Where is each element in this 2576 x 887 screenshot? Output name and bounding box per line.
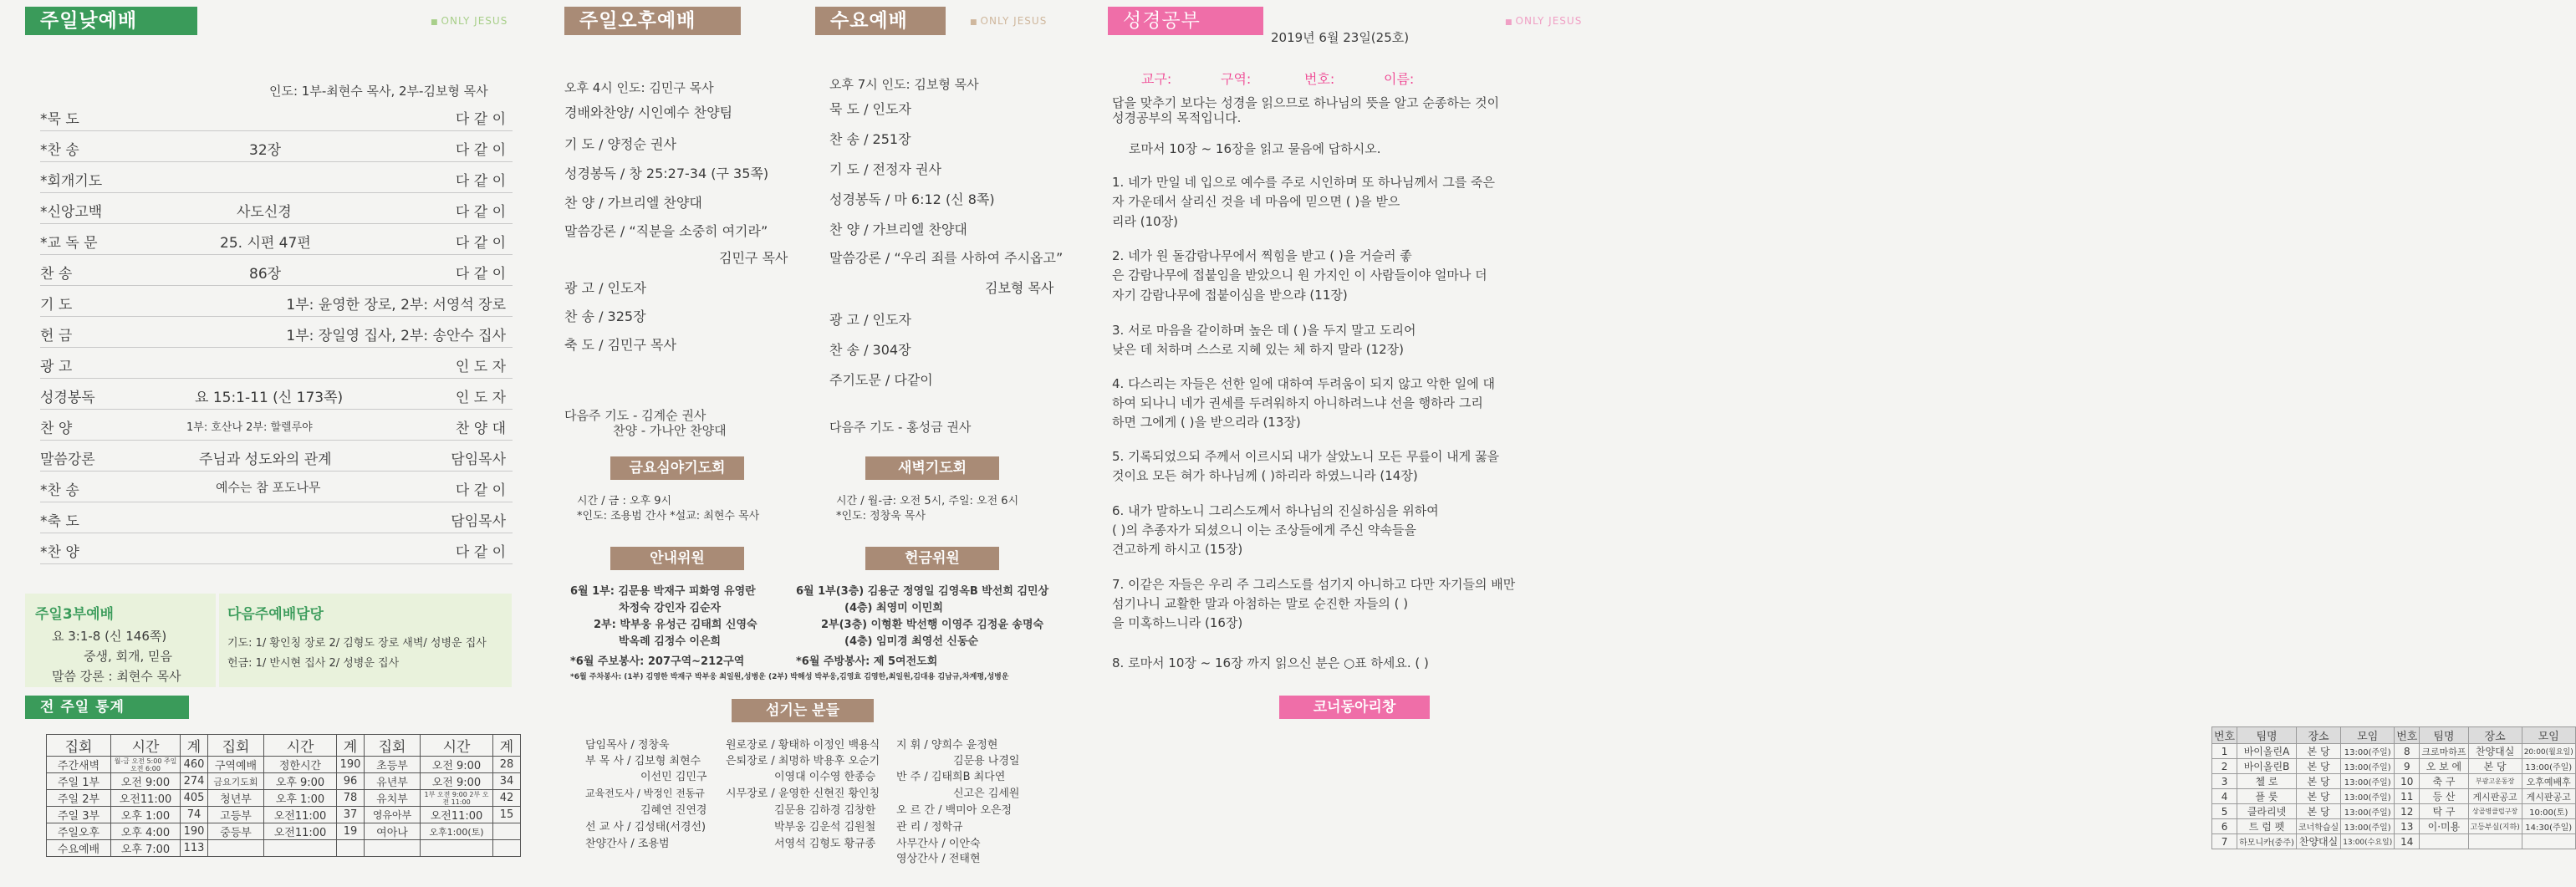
order-row: *찬 송 예수는 참 포도나무 다 같 이 bbox=[40, 472, 513, 502]
stats-row: 주일오후 오후 4:00 190 중등부 오전11:00 19 여아나 오후1:00(토) bbox=[47, 823, 521, 840]
club-row: 2 바이올린B 본 당 13:00(주일) 9 오 보 에 본 당 13:00(주일) bbox=[2212, 759, 2576, 774]
order-row: *축 도 담임목사 bbox=[40, 502, 513, 533]
stats-row: 주일 2부 오전11:00 405 청년부 오후 1:00 78 유치부 1부 오전 9:00 2부 오전 11:00 42 bbox=[47, 790, 521, 807]
club-row: 1 바이올린A 본 당 13:00(주일) 8 크로마하프 찬양대실 20:00(월요일) bbox=[2212, 744, 2576, 759]
bulletin-date: 2019년 6월 23일(25호) bbox=[1271, 30, 1410, 45]
offering-committee-title: 헌금위원 bbox=[865, 547, 999, 570]
third-service-text: 말씀 강론 : 최현수 목사 bbox=[52, 669, 181, 684]
field-number-label: 번호: bbox=[1304, 71, 1335, 87]
order-row: 말씀강론 주님과 성도와의 관계 담임목사 bbox=[40, 441, 513, 472]
offering-committee-text: (4층) 최영미 이민희 bbox=[844, 602, 943, 614]
sunday-leader: 인도: 1부-최현수 목사, 2부-김보형 목사 bbox=[269, 84, 488, 99]
study-intro: 답을 맞추기 보다는 성경을 읽으므로 하나님의 뜻을 알고 순종하는 것이 bbox=[1112, 95, 1500, 110]
field-name-label: 이름: bbox=[1384, 71, 1415, 87]
offering-committee-text: *6월 주방봉사: 제 5여전도회 bbox=[796, 655, 938, 668]
order-row: *묵 도 다 같 이 bbox=[40, 100, 513, 131]
order-row: 찬 양 1부: 호산나 2부: 할렐루야 찬 양 대 bbox=[40, 410, 513, 441]
usher-text: 6월 1부: 김문용 박재구 피화영 유영란 bbox=[570, 585, 756, 598]
order-row: *찬 송 32장 다 같 이 bbox=[40, 131, 513, 162]
stats-row: 수요예배 오후 7:00 113 bbox=[47, 840, 521, 857]
next-week-text: 기도: 1/ 황인칭 장로 2/ 김형도 장로 새벽/ 성병운 집사 bbox=[227, 637, 487, 650]
order-row: 헌 금 1부: 장일영 집사, 2부: 송안수 집사 bbox=[40, 317, 513, 348]
usher-text: 2부: 박부웅 유성근 김태희 신영숙 bbox=[594, 619, 757, 631]
stats-row: 주일 1부 오전 9:00 274 금요기도회 오후 9:00 96 유년부 오전 9:00 34 bbox=[47, 773, 521, 790]
third-service-text: 중생, 회개, 믿음 bbox=[84, 649, 173, 664]
club-row: 5 클라리넷 본 당 13:00(주일) 12 탁 구 상골병클럽구장 10:00(토) bbox=[2212, 804, 2576, 819]
order-row: 찬 송 86장 다 같 이 bbox=[40, 255, 513, 286]
stats-row: 주간새벽 월-금 오전 5:00 주일 오전 6:00 460 구역예배 정한시간 190 초등부 오전 9:00 28 bbox=[47, 757, 521, 773]
field-district-label: 구역: bbox=[1221, 71, 1252, 87]
bible-study-column: 성경공부 2019년 6월 23일(25호) ■ ONLY JESUS 교구: 구역: 번호: 이름: 답을 맞추기 보다는 성경을 읽으므로 하나님의 뜻을 알고 순종하는 것이 성경공부의 목적입니다. 로마서 10장 ~ 16장을 읽고 물음에 답하시오. 1. 네가 만일 네 입으로 예수를 주로 시인하며 또 하나님께서 그를 죽은 자 가운데서 살리신 것을 네 마음에 믿으면 ( )을 받으 리라 (10장) 2. 네가 원 돌감람나무에서 찍힘을 받고 ( )을 거슬러 좋 은 감람나무에 접붙임을 받았으니 원 가지인 이 사람들이야 얼마나 더 자기 감람나무에 접붙이심을 받으랴 (11장) 3. 서로 마음을 같이하며 높은 데 ( )을 두지 말고 도리어 낮은 데 처하며 스스로 지혜 있는 체 하지 말라 (12장) 4. 다스리는 자들은 선한 일에 대하여 두려움이 되지 않고 악한 일에 대 하여 되나니 네가 권세를 두려워하지 아니하려느냐 선을 행하라 그리 하면 그에게 ( )을 받으리라 (13장) 5. 기록되었으되 주께서 이르시되 내가 살았노니 모든 무릎이 내게 꿇을 것이요 모든 혀가 하나님께 ( )하리라 하였느니라 (14장) 6. 내가 말하노니 그리스도께서 하나님의 진실하심을 위하여 ( )의 추종자가 되셨으니 이는 조상들에게 주신 약속들을 견고하게 하시고 (15장) 7. 이같은 자들은 우리 주 그리스도를 섬기지 아니하고 다만 자기들의 배만 섬기나니 교활한 말과 아첨하는 말로 순진한 자들의 ( ) 을 미혹하느니라 (16장) 8. 로마서 10장 ~ 16장 까지 읽으신 분은 ○표 하세요. ( ) 코너동아리창 번호 팀명 장소 모임 번호 팀명 장소 모임 1 바이올린A 본 당 13:00(주일) 8 크로마하프 찬양대실 20:00(월요일) 2 바이올린B 본 당 13:00(주일) 9 오 보 에 본 당 13:00(주일) 3 첼 로 본 당 13:00(주일) 10 축 구 부광고운동장 오후예배후 4 플 룻 본 당 13:00(주일) 11 등 산 게시판공고 게시판공고 5 클라리넷 본 당 13:00(주일) 12 탁 구 상골병클럽구장 10:00(토) 6 트 럼 펫 코너학습실 13:00(주일) 13 이·미용 고등부실(지하) 14:30(주일) 7 하모니카(중주) 찬양대실 13:00(수요일) 14 bbox=[1095, 0, 1605, 887]
order-row: *회개기도 다 같 이 bbox=[40, 162, 513, 193]
afternoon-next-week: 다음주 기도 - 김계순 권사 bbox=[564, 408, 706, 423]
friday-prayer-title: 금요심야기도회 bbox=[610, 456, 744, 480]
dawn-prayer-title: 새벽기도회 bbox=[865, 456, 999, 480]
field-parish-label: 교구: bbox=[1141, 71, 1172, 87]
club-row: 6 트 럼 펫 코너학습실 13:00(주일) 13 이·미용 고등부실(지하) 14:30(주일) bbox=[2212, 819, 2576, 834]
order-row: *교 독 문 25. 시편 47편 다 같 이 bbox=[40, 224, 513, 255]
offering-committee-text: (4층) 임미경 최영선 신동순 bbox=[844, 635, 979, 648]
stats-title: 전 주일 통계 bbox=[25, 696, 189, 719]
offering-committee-text: 2부(3층) 이형환 박선행 이영주 김정윤 송명숙 bbox=[821, 619, 1044, 631]
offering-committee-text: 6월 1부(3층) 김용군 정영일 김영옥B 박선희 김민상 bbox=[796, 585, 1049, 598]
club-row: 7 하모니카(중주) 찬양대실 13:00(수요일) 14 bbox=[2212, 834, 2576, 849]
next-week-text: 헌금: 1/ 반시현 집사 2/ 성병운 집사 bbox=[227, 657, 400, 670]
only-jesus-tag: ■ ONLY JESUS bbox=[431, 15, 508, 27]
dawn-prayer-text: *인도: 정창욱 목사 bbox=[836, 510, 926, 523]
club-table bbox=[2211, 726, 2576, 849]
afternoon-service-title: 주일오후예배 bbox=[564, 7, 741, 35]
wednesday-next-week: 다음주 기도 - 홍성금 권사 bbox=[829, 420, 972, 435]
study-instruction: 로마서 10장 ~ 16장을 읽고 물음에 답하시오. bbox=[1129, 141, 1381, 156]
usher-title: 안내위원 bbox=[610, 547, 744, 570]
next-week-title: 다음주예배담당 bbox=[227, 606, 324, 623]
club-row: 4 플 룻 본 당 13:00(주일) 11 등 산 게시판공고 게시판공고 bbox=[2212, 789, 2576, 804]
bible-study-title: 성경공부 bbox=[1108, 7, 1263, 35]
study-intro: 성경공부의 목적입니다. bbox=[1112, 110, 1242, 125]
third-service-box bbox=[25, 594, 216, 687]
usher-text: 박옥례 김정수 이은희 bbox=[619, 635, 722, 648]
wednesday-service-title: 수요예배 bbox=[815, 7, 946, 35]
dawn-prayer-text: 시간 / 월-금: 오전 5시, 주일: 오전 6시 bbox=[836, 495, 1019, 507]
sunday-service-column bbox=[0, 0, 560, 887]
order-row: *신앙고백 사도신경 다 같 이 bbox=[40, 193, 513, 224]
afternoon-wednesday-column: 주일오후예배 수요예배 ■ ONLY JESUS 오후 4시 인도: 김민구 목사 경배와찬양/ 시인예수 찬양팀 기 도 / 양정순 권사 성경봉독 / 창 25:27-34 (구 35쪽) 찬 양 / 가브리엘 찬양대 말씀강론 / “직분을 소중히 여기라” 김민구 목사 광 고 / 인도자 찬 송 / 325장 축 도 / 김민구 목사 다음주 기도 - 김계순 권사 찬양 - 가나안 찬양대 오후 7시 인도: 김보형 목사 묵 도 / 인도자 찬 송 / 251장 기 도 / 전정자 권사 성경봉독 / 마 6:12 (신 8쪽) 찬 양 / 가브리엘 찬양대 말씀강론 / “우리 죄를 사하여 주시옵고” 김보형 목사 광 고 / 인도자 찬 송 / 304장 주기도문 / 다같이 다음주 기도 - 홍성금 권사 금요심야기도회 시간 / 금 : 오후 9시 *인도: 조용범 간사 *설교: 최현수 목사 새벽기도회 시간 / 월-금: 오전 5시, 주일: 오전 6시 *인도: 정창욱 목사 안내위원 6월 1부: 김문용 박재구 피화영 유영란 차정숙 강인자 김순자 2부: 박부웅 유성근 김태희 신영숙 박옥례 김정수 이은희 *6월 주보봉사: 207구역~212구역 헌금위원 6월 1부(3층) 김용군 정영일 김영옥B 박선희 김민상 (4층) 최영미 이민희 2부(3층) 이형환 박선행 이영주 김정윤 송명숙 (4층) 임미경 최영선 신동순 *6월 주방봉사: 제 5여전도회 *6월 주차봉사: (1부) 김영한 박재구 박부웅 최일원,성병운 (2부) 박해성 박부웅,김영효 김영한,최일원,김대용 김남규,차계평,성병운 섬기는 분들 담임목사 / 정창욱 부 목 사 / 김보형 최현수 이선민 김민구 교육전도사 / 박정인 전동규 김혜연 진연경 선 교 사 / 김성태(서경선) 찬양간사 / 조용범 원로장로 / 황태하 이정인 백용식 은퇴장로 / 최명하 박용후 오순기 이영대 이수영 한종승 시무장로 / 윤영한 신현진 황인칭 김문용 김하경 김창한 박부웅 김운석 김원철 서영석 김형도 황규종 지 휘 / 양희수 윤정현 김문용 나경일 반 주 / 김태희B 최다연 신고은 김세원 오 르 간 / 백미아 오은정 관 리 / 정학규 사무간사 / 이안숙 영상간사 / 전태현 bbox=[560, 0, 1095, 887]
third-service-title: 주일3부예배 bbox=[35, 606, 114, 623]
club-title: 코너동아리창 bbox=[1279, 696, 1430, 719]
only-jesus-tag: ■ ONLY JESUS bbox=[1505, 15, 1582, 27]
friday-prayer-text: 시간 / 금 : 오후 9시 bbox=[577, 495, 672, 507]
order-row: 성경봉독 요 15:1-11 (신 173쪽) 인 도 자 bbox=[40, 379, 513, 410]
attendance-stats-table bbox=[46, 734, 521, 857]
order-row: 광 고 인 도 자 bbox=[40, 348, 513, 379]
order-row: *찬 양 다 같 이 bbox=[40, 533, 513, 564]
usher-text: 차정숙 강인자 김순자 bbox=[619, 602, 722, 614]
friday-prayer-text: *인도: 조용범 간사 *설교: 최현수 목사 bbox=[577, 510, 760, 523]
sunday-service-title: 주일낮예배 bbox=[25, 7, 197, 35]
order-row: 기 도 1부: 윤영한 장로, 2부: 서영석 장로 bbox=[40, 286, 513, 317]
usher-text: *6월 주보봉사: 207구역~212구역 bbox=[570, 655, 745, 668]
parking-service-text: *6월 주차봉사: (1부) 김영한 박재구 박부웅 최일원,성병운 (2부) 박해성 박부웅,김영효 김영한,최일원,김대용 김남규,차계평,성병운 bbox=[570, 673, 1009, 681]
club-row: 3 첼 로 본 당 13:00(주일) 10 축 구 부광고운동장 오후예배후 bbox=[2212, 774, 2576, 789]
third-service-text: 요 3:1-8 (신 146쪽) bbox=[52, 629, 167, 644]
club-header-row: 번호 팀명 장소 모임 번호 팀명 장소 모임 bbox=[2212, 727, 2576, 744]
stats-row: 주일 3부 오후 1:00 74 고등부 오전11:00 37 영유아부 오전11:00 15 bbox=[47, 807, 521, 823]
afternoon-next-week: 찬양 - 가나안 찬양대 bbox=[613, 423, 727, 438]
stats-header-row: 집회 시간 계 집회 시간 계 집회 시간 계 bbox=[47, 735, 521, 757]
staff-title: 섬기는 분들 bbox=[732, 699, 874, 722]
only-jesus-tag: ■ ONLY JESUS bbox=[970, 15, 1047, 27]
next-week-box bbox=[219, 594, 512, 687]
